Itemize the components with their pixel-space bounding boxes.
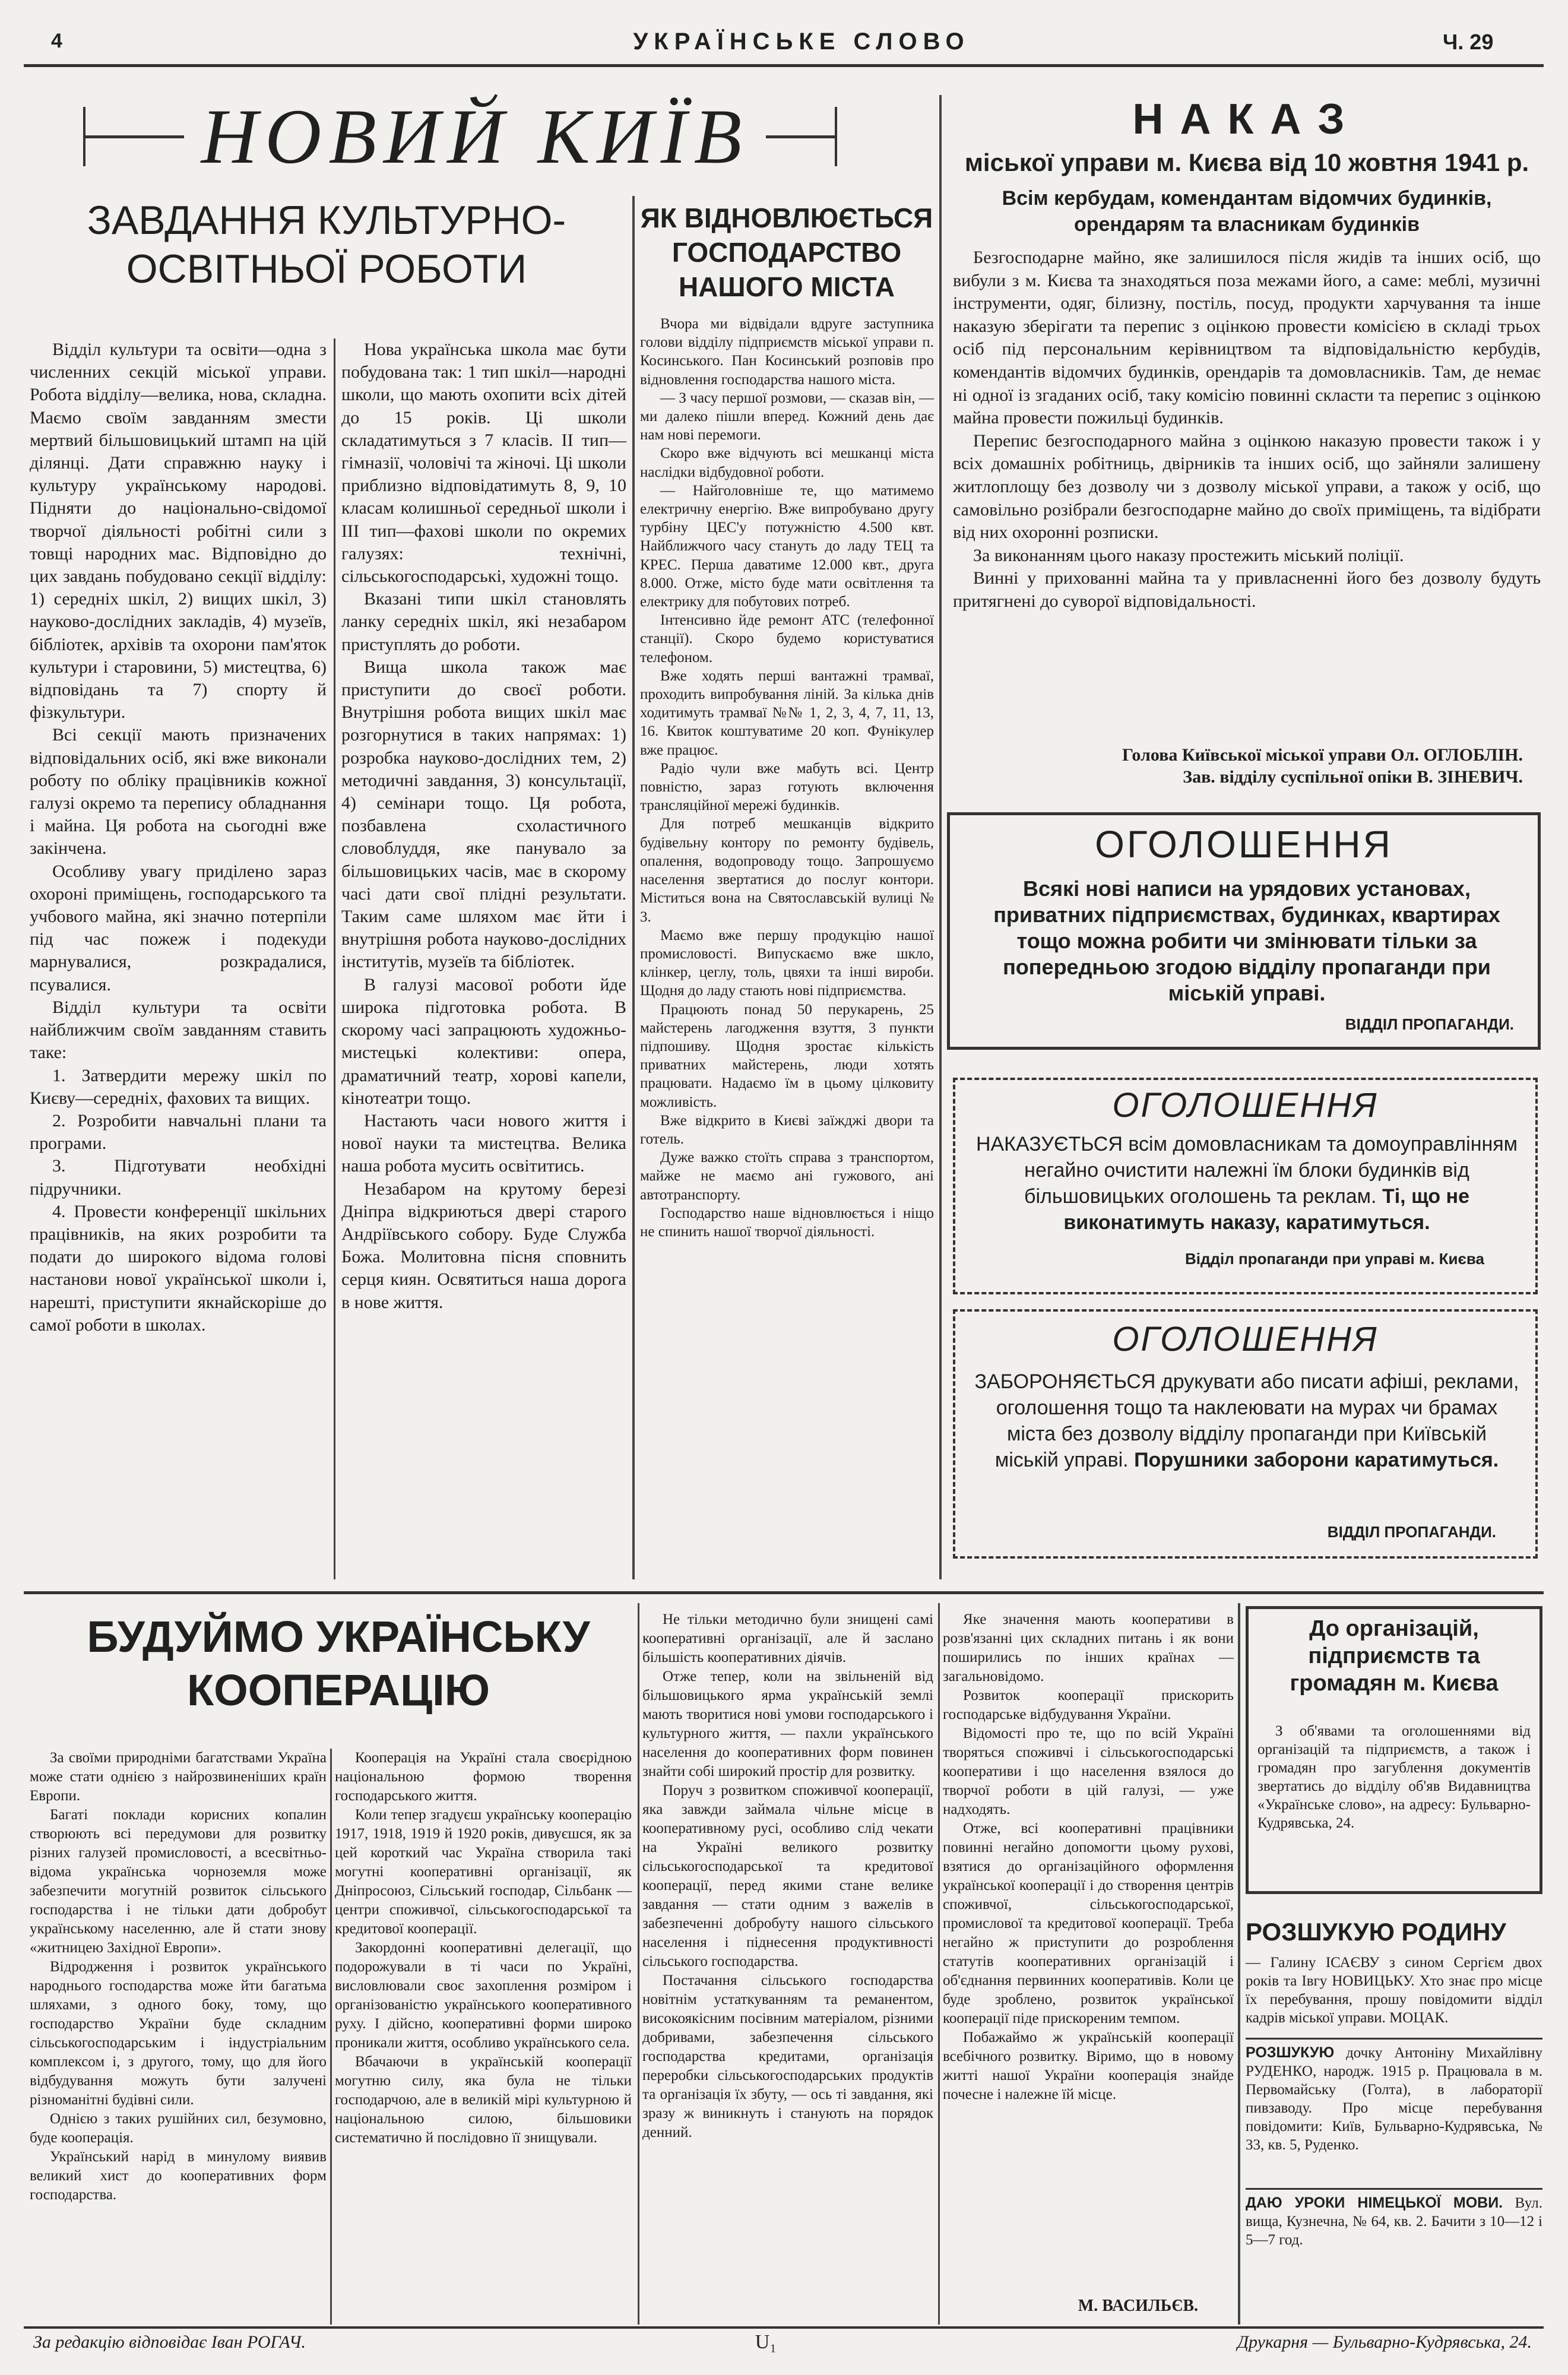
notice-1-text: Всякі нові написи на урядових установах, приватних підприємствах, будинках, квартирах тощо можна робити чи змінювати тільки за попередньою згодою відділу пропаганди при міській управі. [993, 876, 1500, 1005]
column-rule [330, 1749, 332, 2325]
side-4-text [1246, 2194, 1542, 2249]
column-rule [638, 1603, 639, 2325]
notice-3-lead: ЗАБОРОНЯЄТЬСЯ [974, 1370, 1156, 1393]
paragraph: Отже, всі кооперативні працівники повинні негайно допомогти цьому рухові, взятися до організаційного оформлення української кооперації і до створення центрів споживчої, сільськогосподарської, промислової та кредитової кооперації. Треба негайно ж приступити до розроблення статутів кооперативних організацій і об'єднання первинних кооперативів. Коли це буде зроблено, розвиток української кооперації піде прискореним темпом. [943, 1820, 1234, 2026]
notice-3-warning: Порушники заборони каратимуться. [1134, 1449, 1499, 1471]
paragraph: Розвиток кооперації прискорить господарське відбудування України. [943, 1687, 1234, 1722]
order-signature-1: Голова Київської міської управи Ол. ОГЛОБЛІН. [1122, 745, 1523, 765]
paragraph: Поруч з розвитком споживчої кооперації, яка завжди займала чільне місце в кооперативному русі, особливо слід чекати на Україні великого розвитку сільськогосподарської та кредитової кооперації, перед якими стане велике завдання — стати одним з важелів в забезпеченні добробуту нашого сільського населення і піднесення продуктивності сільського господарства. [642, 1782, 933, 1969]
paragraph: 3. Підготувати необхідні підручники. [30, 1156, 327, 1199]
paragraph: Вже ходять перші вантажні трамваї, проходить випробування ліній. За кілька днів ходитимуть трамваї №№ 1, 2, 3, 4, 7, 11, 13, 16. Квиток коштуватиме 20 коп. Фунікулер вже працює. [640, 667, 934, 758]
footer-printer: Друкарня — Бульварно-Кудрявська, 24. [1237, 2332, 1532, 2352]
paragraph: Господарство наше відновлюється і ніщо не спинить нашої творчої діяльності. [640, 1205, 934, 1240]
paragraph: За своїми природніми багатствами Україна може стати однією з найрозвиненіших країн Европи. [30, 1750, 327, 1804]
paragraph: Настають часи нового життя і нової науки та мистецтва. Велика наша робота мусить освітитись. [341, 1110, 626, 1176]
paragraph: Вчора ми відвідали вдруге заступника голови відділу підприємств міської управи п. Косинського. Пан Косинський розповів про відновлення господарства нашого міста. [640, 316, 934, 388]
notice-1-sign: ВІДДІЛ ПРОПАГАНДИ. [1345, 1015, 1514, 1033]
paragraph: Отже тепер, коли на звільненій від більшовицького ярма українській землі мають творитися нові умови господарського і культурного життя, — пахли українського населення до кооперативних форм повинен знайти собі широкий простір для розвитку. [642, 1668, 933, 1779]
paragraph: Однією з таких рушійних сил, безумовно, буде кооперація. [30, 2111, 327, 2146]
side-2-title: РОЗШУКУЮ РОДИНУ [1246, 1918, 1506, 1946]
economy-body [640, 315, 934, 1241]
notice-3-text [974, 1369, 1520, 1473]
paragraph: — Найголовніше те, що матимемо електричну енергію. Вже випробувано другу турбіну ЦЕС'у потужністю 4.500 квт. Найближчого часу стануть до ладу ТЕЦ та КРЕС. Перша даватиме 12.000 квт., друга 8.000. Отже, місто буде мати освітлення та електрику для побутових потреб. [640, 482, 934, 610]
paragraph: В галузі масової роботи йде широка підготовка робота. В скорому часі запрацюють художньо-мистецькі колективи: опера, драматичний театр, хорові капели, кінотеатри тощо. [341, 974, 626, 1108]
paragraph: Нова українська школа має бути побудована так: 1 тип шкіл—народні школи, що мають охопити всіх дітей до 15 років. Ці школи складатимуться з 7 класів. II тип—гімназії, чоловічі та жіночі. Ці школи приблизно відповідатимуть 8, 9, 10 класам колишньої середньої школи і III тип—фахові школи по окремих галузях: технічні, сільськогосподарські, художні тощо. [341, 340, 626, 587]
side-3-lead: РОЗШУКУЮ [1246, 2044, 1335, 2061]
culture-column-1 [30, 338, 327, 1337]
side-2-text: — Галину ІСАЄВУ з сином Сергієм двох років та Івгу НОВИЦЬКУ. Хто знає про місце їх перебування, прошу повідомити відділ кадрів міської управи. МОЦАК. [1246, 1955, 1542, 2026]
notice-2-warning: Ті, що не виконатимуть наказу, каратимуться. [1063, 1185, 1469, 1234]
ad-rule [1246, 2038, 1542, 2040]
coop-column-2 [335, 1749, 632, 2148]
paragraph: За виконанням цього наказу простежить міський поліції. [973, 545, 1404, 565]
paragraph: Маємо вже першу продукцію нашої промисловості. Випускаємо вже шкло, клінкер, цеглу, толь, цвяхи та інші вироби. Щодня до ладу стають нові підприємства. [640, 927, 934, 999]
page-number: 4 [51, 30, 62, 52]
order-signature-2: Зав. відділу суспільної опіки В. ЗІНЕВИЧ. [1183, 767, 1523, 787]
notice-3-sign: ВІДДІЛ ПРОПАГАНДИ. [1327, 1523, 1496, 1541]
culture-column-2 [341, 338, 626, 1314]
coop-headline-line-1: БУДУЙМО УКРАЇНСЬКУ [87, 1612, 590, 1661]
footer-rule [24, 2326, 1544, 2329]
paragraph: Для потреб мешканців відкрито будівельну контору по ремонту будівель, опалення, водопроводу тощо. Запрошуємо населення звертатися до послуг контори. Міститься вона на Святославській вулиці № 3. [640, 816, 934, 925]
ad-rule [1246, 2188, 1542, 2190]
paragraph: Відділ культури та освіти—одна з численних секцій міської управи. Робота відділу—велика, нова, складна. Маємо своїм завданням змести мертвий більшовицький штамп на цій ділянці. Дати справжню науку і культуру українському народові. Підняти до національно-свідомої творчої діяльності робітні сили з товщі народних мас. Відповідно до цих завдань побудовано секції відділу: 1) середніх шкіл, 2) вищих шкіл, 3) науково-дослідних закладів, 4) музеїв, бібліотек, архівів та охорони пам'яток культури і старовини, 5) мистецтва, 6) відповідань та 7) спорту й фізкультури. [30, 340, 327, 723]
rubric-line-left [83, 135, 184, 138]
side-4-lead: ДАЮ УРОКИ НІМЕЦЬКОЇ МОВИ. [1246, 2194, 1503, 2211]
economy-headline: ЯК ВІДНОВЛЮЄТЬСЯ ГОСПОДАРСТВО НАШОГО МІСТА [640, 202, 933, 302]
order-body [953, 246, 1541, 613]
paragraph: Відродження і розвиток українського народнього господарства може йти багатьма шляхами, з одного боку, тому, що господарство України буде складним сільськогосподарським і індустріальним комплексом і, з другого, тому, що для його відбудування можуть бути залучені різноманітні будівні сили. [30, 1959, 327, 2108]
paragraph: Всі секції мають призначених відповідальних осіб, які вже виконали роботу по обліку працівників кожної галузі окремо та перепису обладнання і майна. Ця робота на сьогодні вже закінчена. [30, 725, 327, 859]
column-rule [1238, 1603, 1240, 2325]
paragraph: Особливу увагу приділено зараз охороні приміщень, господарського та учбового майна, які значно потерпіли під час пожеж і подекуди марнувалися, розкрадалися, псувалися. [30, 861, 327, 995]
paragraph: Коли тепер згадуєш українську кооперацію 1917, 1918, 1919 й 1920 років, дивуєшся, як за цей короткий час Україна створила такі могутні кооперативні організації, як Дніпросоюз, Сільський господар, Сільбанк — центри споживчої, сільськогосподарської та кредитової кооперації. [335, 1807, 632, 1937]
section-rule [24, 1591, 1544, 1594]
culture-headline: ЗАВДАННЯ КУЛЬТУРНО-ОСВІТНЬОЇ РОБОТИ [87, 198, 566, 292]
paragraph: Вища школа також має приступити до своєї роботи. Внутрішня робота вищих шкіл має розгорнутися в таких напрямах: 1) розробка науково-дослідних тем, 2) методичні завдання, 3) консультації, 4) семінари тощо. Ця робота, позбавлена схоластичного словоблуддя, яке панувало за більшовицьких часів, має в скорому часі дати свої плідні результати. Таким саме шляхом має йти і внутрішня робота науково-дослідних інститутів, музеїв та бібліотек. [341, 657, 626, 972]
issue-number: Ч. 29 [1443, 30, 1494, 54]
column-rule [938, 1603, 940, 2325]
side-1-title: До організацій, підприємств та громадян м. Києва [1290, 1616, 1499, 1696]
paragraph: Відділ культури та освіти найближчим своїм завданням ставить таке: [30, 997, 327, 1063]
notice-2-lead: НАКАЗУЄТЬСЯ [975, 1133, 1123, 1155]
paragraph: Яке значення мають кооперативи в розв'язанні цих складних питань і як вони поширились по інших країнах — загальновідомо. [943, 1611, 1234, 1684]
notice-2-title: ОГОЛОШЕННЯ [1112, 1086, 1379, 1125]
paragraph: Радіо чули вже мабуть всі. Центр повністю, зараз готують включення трансляційної мережі будинків. [640, 760, 934, 814]
coop-headline [24, 1610, 653, 1717]
side-4-body: Вул. вища, Кузнечна, № 64, кв. 2. Бачити з 10—12 і 5—7 год. [1246, 2195, 1543, 2248]
order-subtitle: міської управи м. Києва від 10 жовтня 1941 р. [964, 148, 1529, 176]
rubric-title: НОВИЙ КИЇВ [201, 93, 749, 180]
notice-2-text [974, 1131, 1520, 1236]
side-1-text: З об'явами та оголошеннями від організацій та підприємств, а також і громадян про загублення документів звертатись до відділу об'яв Видавництва «Українське слово», на адресу: Бульварно-Кудрявська, 24. [1257, 1723, 1531, 1831]
paragraph: 1. Затвердити мережу шкіл по Києву—середніх, фахових та вищих. [30, 1065, 327, 1108]
paragraph: Український нарід в минулому виявив великий хист до кооперативних форм господарства. [30, 2149, 327, 2203]
paragraph: Незабаром на крутому березі Дніпра відкриються двері старого Андріївського собору. Буде Служба Божа. Молитовна пісня сповнить серця киян. Освятиться наша дорога в нове життя. [341, 1179, 626, 1312]
notice-3-body: друкувати або писати афіші, реклами, оголошення тощо та наклеювати на мурах чи брамах міста без дозволу відділу пропаганди при Київській міській управі. [994, 1370, 1519, 1471]
side-3-body: дочку Антоніну Михайлівну РУДЕНКО, народж. 1915 р. Працювала в м. Первомайську (Голта), в лабораторії пивзаводу. Про місце перебування повідомити: Київ, Бульварно-Кудрявська, № 33, кв. 5, Руденко. [1246, 2045, 1543, 2153]
paragraph: Не тільки методично були знищені самі кооперативні організації, але й заслано більшість кооперативних діячів. [642, 1611, 933, 1665]
coop-column-1 [30, 1749, 327, 2205]
paragraph: Скоро вже відчують всі мешканці міста наслідки відбудовної роботи. [640, 445, 934, 480]
paragraph: Постачання сільського господарства новітнім устаткуванням та реманентом, високоякісним посівним матеріалом, різними добривами, забезпечення сільського господарства кредитами, організація переробки сільськогосподарських продуктів та організація їх збуту, — ось ті завдання, які зразу ж виникнуть і станують на порядок денний. [642, 1972, 933, 2140]
order-addressees: Всім кербудам, комендантам відомчих будинків, орендарям та власникам будинків [1002, 187, 1492, 236]
header-rule [24, 64, 1544, 67]
column-rule [334, 338, 335, 1579]
coop-column-4 [943, 1610, 1234, 2104]
notice-2-sign: Відділ пропаганди при управі м. Києва [1184, 1250, 1484, 1268]
paragraph: Винні у прихованні майна та у привласненні його без дозволу будуть притягнені до суворої відповідальності. [953, 568, 1541, 611]
notice-1-title: ОГОЛОШЕННЯ [1095, 823, 1393, 866]
notice-2-body: всім домовласникам та домоуправлінням негайно очистити належні їм блоки будинків від більшовицьких оголошень та реклам. [1024, 1133, 1518, 1208]
paragraph: Вбачаючи в українській кооперації могутню силу, яка була не тільки господарчою, але в великій мірі культурною й національною силою, більшовики систематично й послідовно її знищували. [335, 2054, 632, 2146]
paragraph: Багаті поклади корисних копалин створюють всі передумови для розвитку різних галузей промисловості, а всесвітньо-відома українська чорноземля може забезпечити могутній розвиток сільського господарства і не тільки дати добробут українському населенню, але й стати знову «житницею Західної Европи». [30, 1807, 327, 1956]
paragraph: Безгосподарне майно, яке залишилося після жидів та інших осіб, що вибули з м. Києва та знаходяться поза межами його, а саме: меблі, музичні інструменти, одяг, білизну, постіль, посуд, продукти харчування та інше наказую зберігати та перепис з оцінкою провести комісією в складі трьох осіб під персональним керівництвом та відповідальністю кербудів, комендантів відомчих будинків, орендарів та домовласників. Там, де немає ні одної із згаданих осіб, таку комісію повинні скласти та перепис з оцінкою майна провести пожильці будинків. [953, 248, 1541, 428]
paragraph: Вже відкрито в Києві заїжджі двори та готель. [640, 1112, 934, 1147]
paragraph: Побажаймо ж українській кооперації всебічного розвитку. Віримо, що в новому житті нашої України кооперація знайде почесне і належне їй місце. [943, 2029, 1234, 2102]
footer-editor: За редакцію відповідає Іван РОГАЧ. [33, 2332, 306, 2352]
paragraph: 4. Провести конференції шкільних працівників, на яких розробити та подати до широкого відома голові настанови нової української школи і, нарешті, приступити якнайскоріше до самої роботи в школах. [30, 1201, 327, 1335]
coop-headline-line-2: КООПЕРАЦІЮ [186, 1665, 490, 1715]
paragraph: Інтенсивно йде ремонт АТС (телефонної станції). Скоро будемо користуватися телефоном. [640, 612, 934, 666]
paragraph: Перепис безгосподарного майна з оцінкою наказую провести також і у всіх домашніх робітниць, двірників та інших осіб, що зайняли залишену житлоплощу без дозволу чи з дозволу міської управи, а також у осіб, що самовільно розібрали безгосподарне майно до своїх приміщень, та відібрати від них охоронні розписки. [953, 430, 1541, 543]
paragraph: Закордонні кооперативні делегації, що подорожували в ті часи по Україні, висловлювали своє захоплення розміром і організованістю українського кооперативного руху. І дійсно, кооперативні форми широко проникали життя, особливо українського села. [335, 1940, 632, 2051]
notice-3-title: ОГОЛОШЕННЯ [1112, 1320, 1379, 1358]
paragraph: Вказані типи шкіл становлять ланку середніх шкіл, які незабаром приступлять до роботи. [341, 589, 626, 654]
order-title: НАКАЗ [1132, 96, 1361, 143]
paragraph: Відомості про те, що по всій Україні творяться споживчі і сільськогосподарські кооперативи і що населення взялося до творчої роботи в цій галузі, — уже надходять. [943, 1725, 1234, 1817]
coop-author: М. ВАСИЛЬЄВ. [1078, 2297, 1198, 2315]
paragraph: Працюють понад 50 перукарень, 25 майстерень лагодження взуття, 3 пункти підпошиву. Щодня зростає кількість приватних майстерень, люди хотять працювати. Надаємо їм в цьому цілковиту можливість. [640, 1001, 934, 1110]
column-rule [632, 196, 635, 1579]
paragraph: — З часу першої розмови, — сказав він, — ми далеко пішли вперед. Кожний день дає нам нові перемоги. [640, 390, 934, 444]
paragraph: Кооперація на Україні стала своєрідною національною формою творення господарського життя. [335, 1750, 632, 1804]
coop-column-3 [642, 1610, 933, 2142]
footer-mark: U₁ [755, 2331, 777, 2353]
paragraph: Дуже важко стоїть справа з транспортом, майже не маємо ані гужового, ані автотранспорту. [640, 1150, 934, 1203]
column-rule [939, 95, 942, 1579]
rubric-line-right [766, 135, 837, 138]
paragraph: 2. Розробити навчальні плани та програми. [30, 1110, 327, 1154]
masthead: УКРАЇНСЬКЕ СЛОВО [633, 28, 970, 55]
side-3-text [1246, 2044, 1542, 2154]
